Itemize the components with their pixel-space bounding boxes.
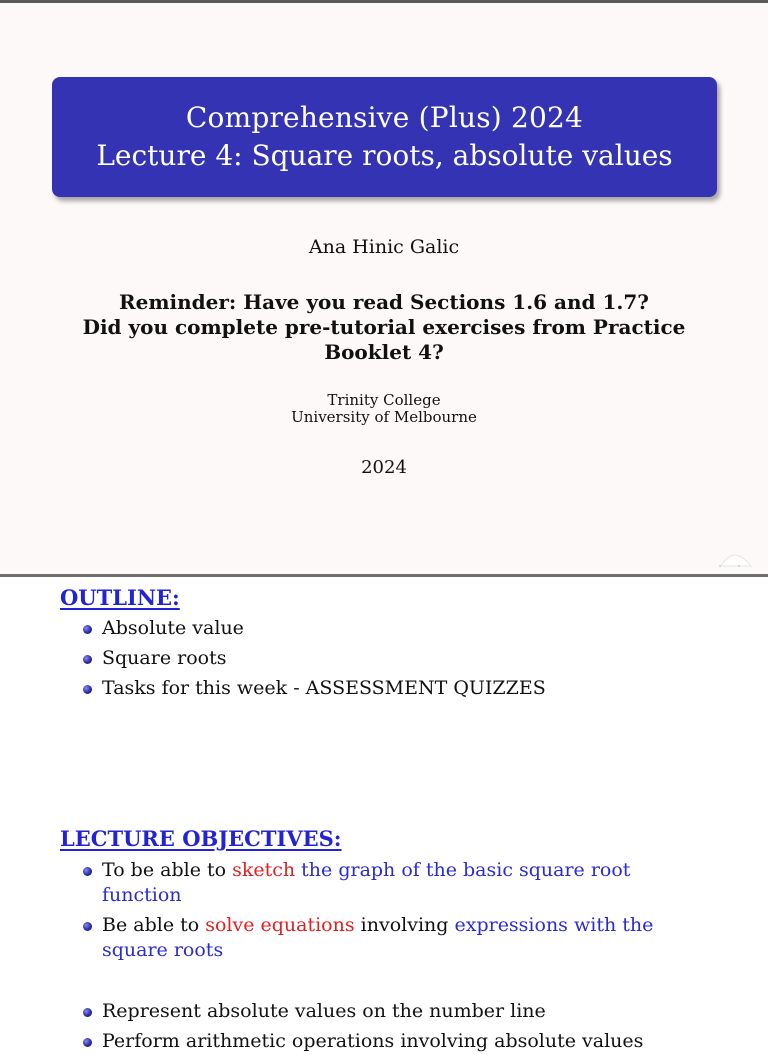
bullet-icon: [83, 1038, 92, 1047]
institution-college: Trinity College: [327, 391, 441, 409]
objective-emphasis-blue: the graph of the basic square root function: [102, 859, 631, 906]
lecture-title: Lecture 4: Square roots, absolute values: [96, 139, 673, 172]
slide-navigation-icon[interactable]: [717, 552, 755, 568]
bullet-icon: [83, 655, 92, 664]
outline-heading: OUTLINE:: [60, 585, 180, 610]
outline-slide: [0, 577, 768, 1052]
objective-4-text: Perform arithmetic operations involving absolute values: [102, 1030, 644, 1052]
reminder-text: [60, 290, 708, 365]
list-item: [80, 999, 710, 1024]
objective-emphasis-blue: expressions with the square roots: [102, 914, 654, 961]
list-item: [80, 616, 710, 641]
bullet-icon: [83, 685, 92, 694]
title-banner: [52, 77, 717, 197]
list-item: [80, 913, 710, 963]
reminder-line-2: Did you complete pre-tutorial exercises from Practice: [82, 315, 686, 339]
objective-text: Be able to: [102, 914, 206, 936]
objective-text: To be able to: [102, 859, 233, 881]
objectives-list: [80, 858, 710, 1054]
objective-2-text: [102, 914, 653, 961]
bullet-icon: [83, 922, 92, 931]
reminder-line-1: Reminder: Have you read Sections 1.6 and 1.7?: [118, 290, 650, 314]
outline-item-label: Tasks for this week - ASSESSMENT QUIZZES: [102, 677, 546, 699]
bullet-icon: [83, 625, 92, 634]
objective-1-text: [102, 859, 630, 906]
list-item: [80, 646, 710, 671]
list-item: [80, 858, 710, 908]
bullet-icon: [83, 867, 92, 876]
author-name: Ana Hinic Galic: [308, 236, 460, 258]
outline-list: [80, 616, 710, 701]
objectives-heading: LECTURE OBJECTIVES:: [60, 826, 342, 851]
objective-3-text: Represent absolute values on the number line: [102, 1000, 546, 1022]
institution: [0, 392, 768, 426]
presentation-date: 2024: [361, 457, 407, 478]
list-item: [80, 676, 710, 701]
outline-item-label: Square roots: [102, 647, 227, 669]
course-title: Comprehensive (Plus) 2024: [185, 101, 584, 134]
list-item: [80, 1029, 710, 1054]
institution-university: University of Melbourne: [291, 408, 477, 426]
reminder-line-3: Booklet 4?: [324, 340, 444, 364]
objective-text: involving: [354, 914, 455, 936]
objective-emphasis-red: solve equations: [205, 914, 355, 936]
outline-item-label: Absolute value: [102, 617, 244, 639]
bullet-icon: [83, 1008, 92, 1017]
objective-emphasis-red: sketch: [232, 859, 296, 881]
